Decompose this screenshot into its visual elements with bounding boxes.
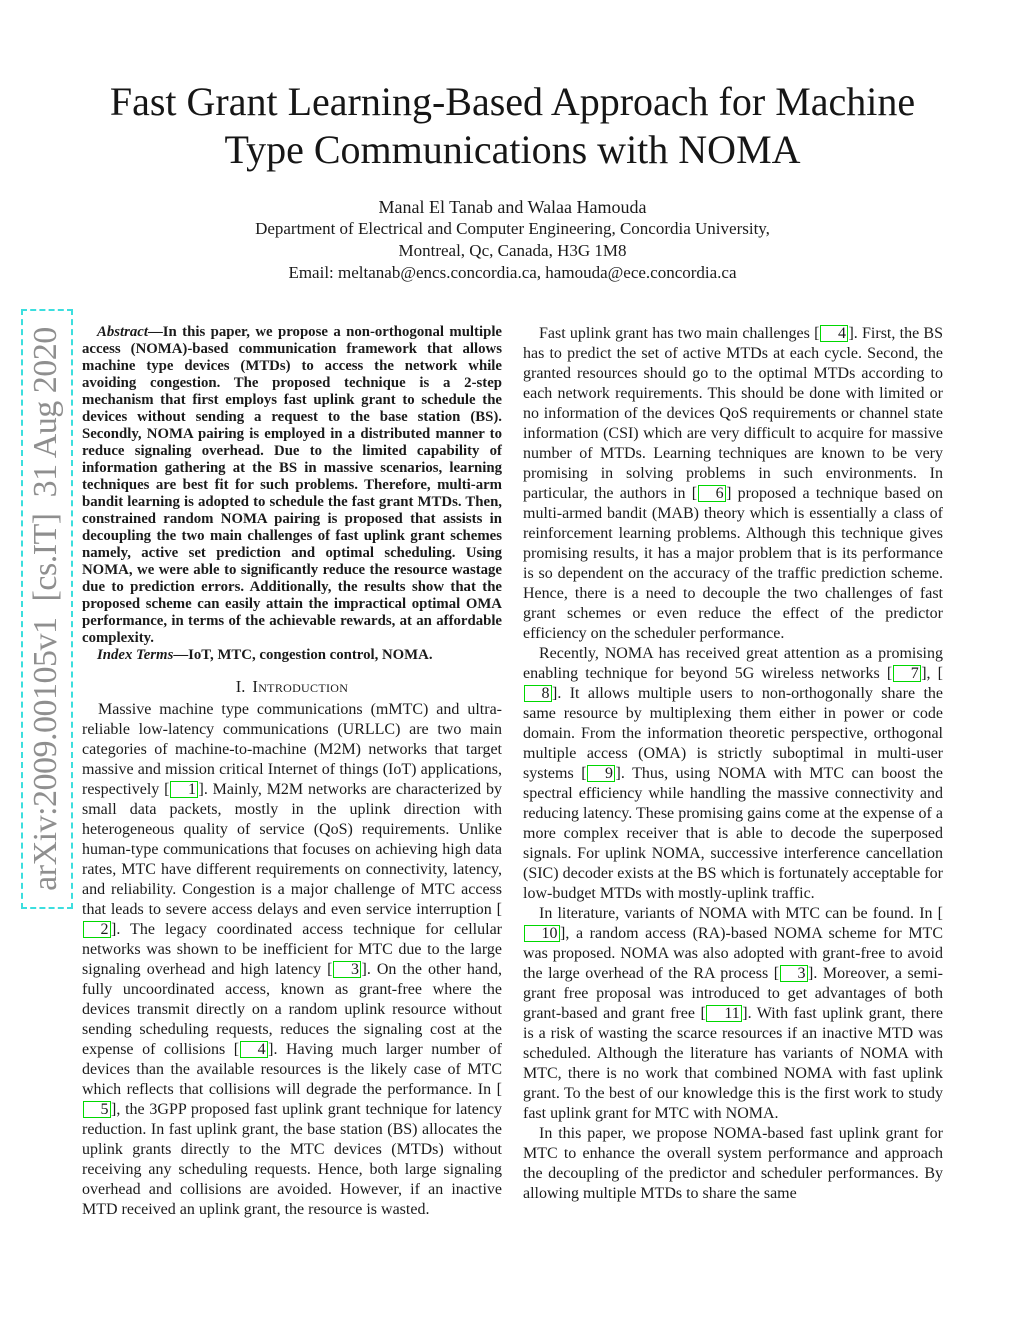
email-line: Email: meltanab@encs.concordia.ca, hamouda@ece.concordia.ca [288, 263, 737, 282]
abstract-text: —In this paper, we propose a non-orthogonal multiple access (NOMA)-based communication framework that allows machine type devices (MTDs) to access the network while avoiding congestion. The proposed technique is a 2-step mechanism that first employs fast uplink grant to schedule the devices without sending a request to the base station (BS). Secondly, NOMA pairing is employed in a distributed manner to reduce signaling overhead. Due to the limited capability of information gathering at the BS in massive scenarios, learning techniques are best fit for such problems. Therefore, multi-arm bandit learning is adopted to schedule the fast grant MTDs. Then, constrained random NOMA pairing is proposed that assists in decoupling the two main challenges of fast uplink grant schemes namely, active set prediction and optimal scheduling. Using NOMA, we were able to significantly reduce the resource wastage due to prediction errors. Additionally, the results show that the proposed scheme can easily attain the impractical optimal OMA performance, in terms of the achievable rewards, at an affordable complexity. [82, 324, 502, 646]
paper-title-line-1: Fast Grant Learning-Based Approach for Machine [109, 79, 916, 124]
citation-link[interactable]: 3 [333, 961, 361, 978]
paper-title [82, 78, 943, 174]
abstract-lead-label: Abstract [97, 324, 148, 340]
paper-title-line-2: Type Communications with NOMA [224, 127, 801, 172]
arxiv-watermark: arXiv:2009.00105v1 [cs.IT] 31 Aug 2020 [21, 309, 73, 909]
paper-content [82, 78, 943, 1220]
index-terms-text: —IoT, MTC, congestion control, NOMA. [173, 647, 433, 663]
intro-paragraph-5: In this paper, we propose NOMA-based fast uplink grant for MTC to enhance the overall system performance and approach the decoupling of the predictor and scheduler performances. By allowing multiple MTDs to share the same [523, 1125, 943, 1202]
citation-link[interactable]: 3 [780, 965, 808, 982]
abstract-section [82, 324, 502, 647]
citation-link[interactable]: 4 [240, 1041, 268, 1058]
citation-link[interactable]: 8 [524, 685, 552, 702]
intro-paragraph-3: Recently, NOMA has received great attention as a promising enabling technique for beyond 5G wireless networks [ 7 ], [8 ]. It allows multiple users to non-orthogonally share the same resource by multiplexing them either in power or code domain. From the information theoretic perspective, orthogonal multiple access (OMA) is strictly suboptimal in multi-user systems [ 9 ]. Thus, using NOMA with MTC can boost the spectral efficiency while handling the massive connectivity and reducing latency. These promising gains come at the expense of a more complex receiver that is able to decode the superposed signals. For uplink NOMA, successive interference cancellation (SIC) decoder exists at the BS which is fortunately acceptable for low-budget MTDs with mostly-uplink traffic. [523, 645, 944, 902]
section-heading-introduction [82, 677, 502, 697]
citation-link[interactable]: 7 [893, 665, 921, 682]
intro-paragraph-2: Fast uplink grant has two main challenges [ 4 ]. First, the BS has to predict the set of active MTDs at each cycle. Second, the granted resources should go to the optimal MTDs according to each network requirements. This should be done with limited or no information of the devices QoS requirements or channel state information (CSI) which are very difficult to acquire for massive number of MTDs. Learning techniques are known to be very promising in solving problems in such environments. In particular, the authors in [ 6 ] proposed a technique based on multi-armed bandit (MAB) theory which is essentially a class of reinforcement learning problems. Although this technique gives promising results, it has a major problem that is its performance is so dependent on the accuracy of the traffic prediction scheme. Hence, there is a need to decouple the two challenges of fast grant schemes or even reduce the effect of the predictor efficiency on the scheduler performance. [523, 325, 944, 642]
citation-link[interactable]: 5 [83, 1101, 111, 1118]
abstract-paragraph [82, 324, 502, 647]
affiliation-line-1: Department of Electrical and Computer Engineering, Concordia University, [255, 219, 770, 238]
citation-link[interactable]: 11 [706, 1005, 741, 1022]
citation-link[interactable]: 2 [83, 921, 111, 938]
index-terms-lead-label: Index Terms [97, 647, 174, 663]
intro-paragraph-4: In literature, variants of NOMA with MTC can be found. In [10 ], a random access (RA)-based NOMA scheme for MTC was proposed. NOMA was also adopted with grant-free to avoid the large overhead of the RA process [ 3 ]. Moreover, a semi-grant free proposal was introduced to get advantages of both grant-based and grant free [ 11 ]. With fast uplink grant, there is a risk of wasting the scarce resources if an inactive MTD was scheduled. Although the literature has variants of NOMA with MTC, there is no work that combined NOMA with fast uplink grant. To the best of our knowledge this is the first work to study fast uplink grant for MTC with NOMA. [523, 905, 944, 1122]
two-column-body [82, 324, 943, 1220]
affiliation-line-2: Montreal, Qc, Canada, H3G 1M8 [398, 241, 627, 260]
index-terms-paragraph [82, 647, 502, 664]
author-block [82, 196, 943, 284]
citation-link[interactable]: 9 [587, 765, 615, 782]
section-title: Introduction [252, 677, 349, 696]
index-terms-section [82, 647, 502, 664]
authors-line: Manal El Tanab and Walaa Hamouda [378, 197, 647, 217]
section-number: I. [235, 677, 246, 696]
citation-link[interactable]: 4 [820, 325, 848, 342]
citation-link[interactable]: 1 [170, 781, 198, 798]
right-column [523, 324, 943, 1220]
intro-paragraph-1: Massive machine type communications (mMTC) and ultra-reliable low-latency communications (URLLC) are two main categories of machine-to-machine (M2M) networks that target massive and mission critical Internet of things (IoT) applications, respectively [ 1 ]. Mainly, M2M networks are characterized by small data packets, mostly in the uplink direction with heterogeneous quality of service (QoS) requirements. Unlike human-type communications that focuses on achieving high data rates, MTC have different requirements on connectivity, latency, and reliability. Congestion is a major challenge of MTC access that leads to severe access delays and even service interruption [2 ]. The legacy coordinated access technique for cellular networks was shown to be inefficient for MTC due to the large signaling overhead and high latency [ 3 ]. On the other hand, fully uncoordinated access, known as grant-free where the devices transmit directly on a random uplink resource without sending scheduling requests, reduces the signaling cost at the expense of collisions [ 4 ]. Having much larger number of devices than the available resources is the likely case of MTC which reflects that collisions will degrade the performance. In [5 ], the 3GPP proposed fast uplink grant technique for latency reduction. In fast uplink grant, the base station (BS) allocates the uplink grants directly to the MTC devices (MTDs) without receiving any scheduling requests. Hence, both large signaling overhead and collisions are avoided. However, if an inactive MTD received an uplink grant, the resource is wasted. [82, 701, 503, 1218]
citation-link[interactable]: 6 [698, 485, 726, 502]
citation-link[interactable]: 10 [524, 925, 560, 942]
left-column [82, 324, 502, 1220]
